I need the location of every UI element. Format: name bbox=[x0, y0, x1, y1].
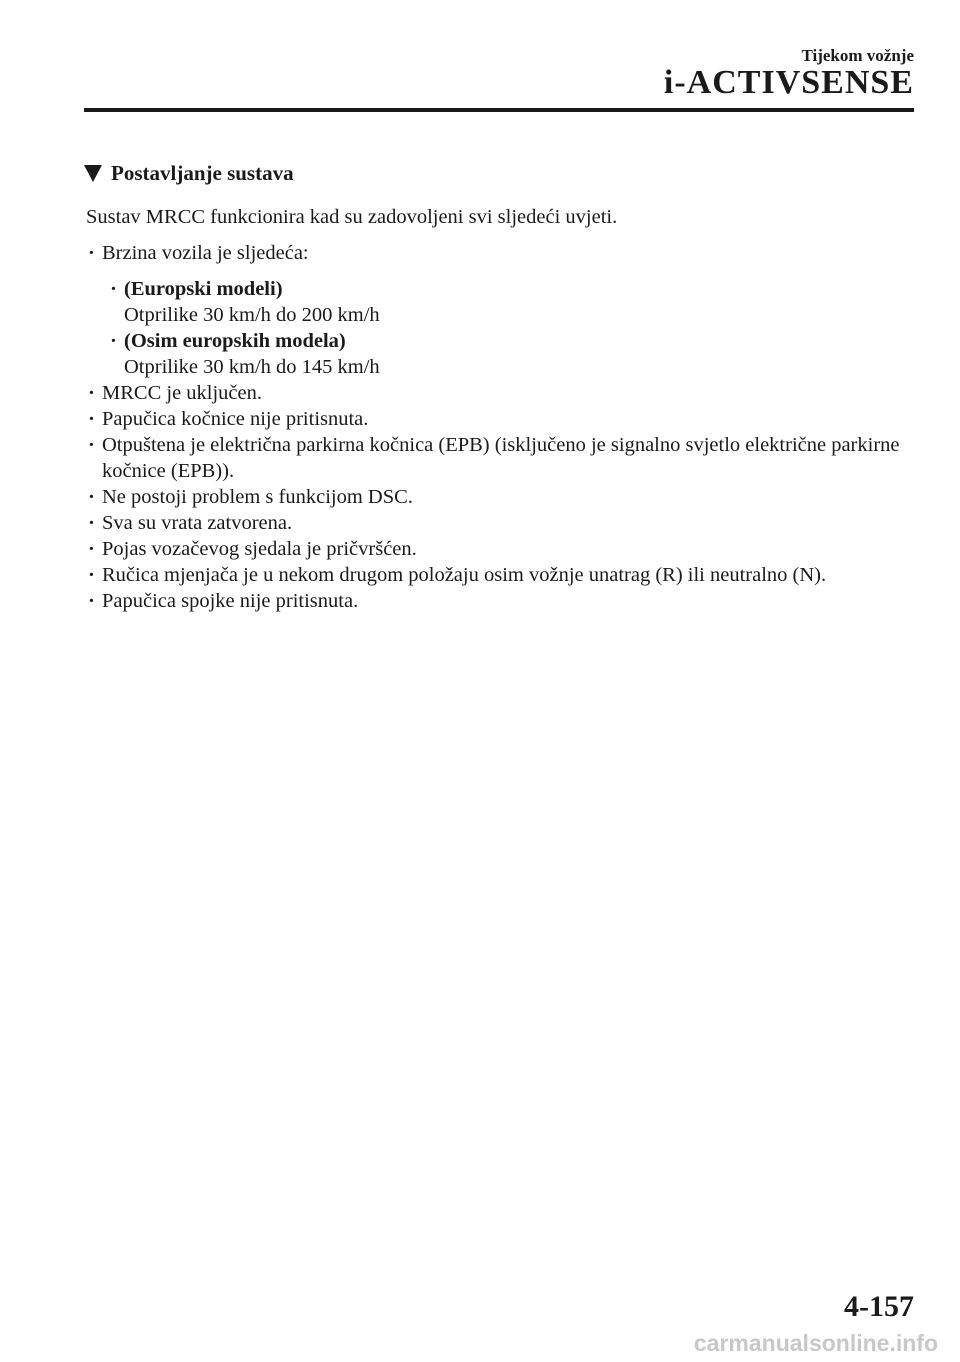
bullet-dot-icon: · bbox=[88, 408, 95, 430]
list-item-text: Otpuštena je električna parkirna kočnica (EPB) (isključeno je signalno svjetlo električne parkirne kočnice (EPB)). bbox=[102, 434, 900, 482]
list-item bbox=[86, 406, 916, 432]
list-item bbox=[86, 536, 916, 562]
bullet-dot-icon: · bbox=[110, 278, 117, 300]
sub-item-text: Otprilike 30 km/h do 145 km/h bbox=[124, 356, 380, 378]
bullet-dot-icon: · bbox=[88, 434, 95, 456]
header-rule bbox=[84, 108, 914, 112]
list-item bbox=[86, 240, 916, 266]
bullet-dot-icon: · bbox=[88, 512, 95, 534]
sub-list-item bbox=[108, 276, 916, 328]
content bbox=[86, 160, 916, 614]
list-item-text: Ne postoji problem s funkcijom DSC. bbox=[102, 486, 413, 508]
page-number: 4-157 bbox=[844, 1290, 914, 1323]
bullet-dot-icon: · bbox=[110, 330, 117, 352]
list-item-text: Papučica spojke nije pritisnuta. bbox=[102, 590, 359, 612]
list-item-text: Papučica kočnice nije pritisnuta. bbox=[102, 408, 369, 430]
list-item-text: Pojas vozačevog sjedala je pričvršćen. bbox=[102, 538, 417, 560]
list-item-text: Ručica mjenjača je u nekom drugom položaju osim vožnje unatrag (R) ili neutralno (N). bbox=[102, 564, 827, 586]
bullet-dot-icon: · bbox=[88, 538, 95, 560]
header-chapter: i-ACTIVSENSE bbox=[663, 64, 914, 101]
list-item bbox=[86, 588, 916, 614]
list-item-text: Brzina vozila je sljedeća: bbox=[102, 242, 309, 264]
header-section: Tijekom vožnje bbox=[801, 46, 914, 65]
watermark: carmanualsonline.info bbox=[693, 1330, 938, 1356]
list-item bbox=[86, 484, 916, 510]
sub-item-heading: (Europski modeli) bbox=[124, 278, 283, 300]
section-title-text: Postavljanje sustava bbox=[111, 161, 294, 185]
section-title bbox=[84, 160, 916, 186]
bullet-dot-icon: · bbox=[88, 564, 95, 586]
bullet-dot-icon: · bbox=[88, 382, 95, 404]
sub-item-heading: (Osim europskih modela) bbox=[124, 330, 346, 352]
sub-list-item bbox=[108, 328, 916, 380]
list-item-text: MRCC je uključen. bbox=[102, 382, 263, 404]
list-item bbox=[86, 380, 916, 406]
list-item bbox=[86, 562, 916, 588]
list-item-text: Sva su vrata zatvorena. bbox=[102, 512, 293, 534]
list-item bbox=[86, 510, 916, 536]
list-item bbox=[86, 432, 916, 484]
intro-text: Sustav MRCC funkcionira kad su zadovoljeni svi sljedeći uvjeti. bbox=[86, 206, 618, 228]
bullet-dot-icon: · bbox=[88, 590, 95, 612]
sub-item-text: Otprilike 30 km/h do 200 km/h bbox=[124, 304, 380, 326]
bullet-dot-icon: · bbox=[88, 242, 95, 264]
triangle-down-icon bbox=[84, 165, 102, 182]
bullet-dot-icon: · bbox=[88, 486, 95, 508]
